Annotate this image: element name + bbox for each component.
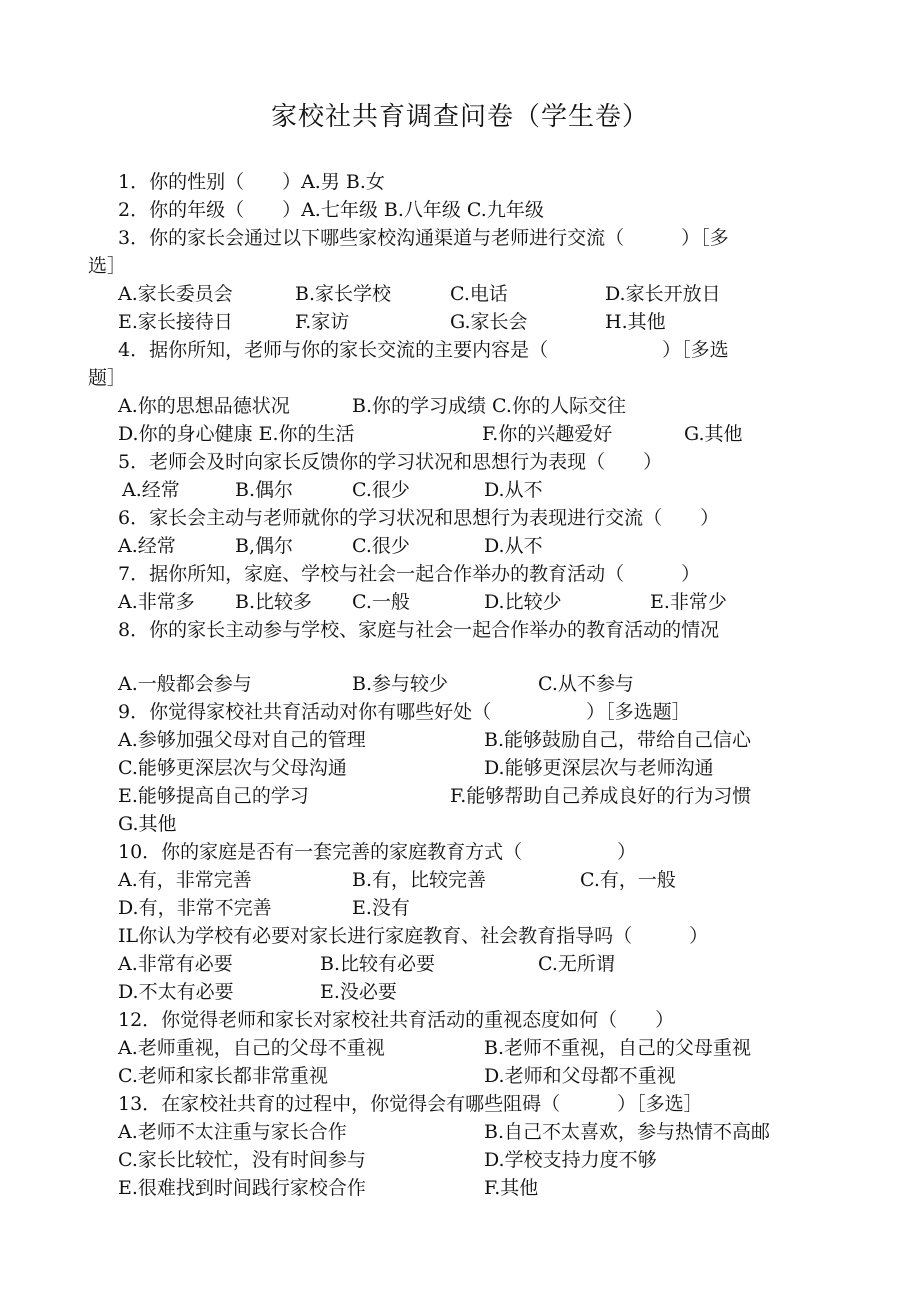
question-3-cont: 选］: [88, 255, 127, 277]
question-8: 8．你的家长主动参与学校、家庭与社会一起合作举办的教育活动的情况: [118, 619, 720, 641]
q5-option-d: D.从不: [484, 479, 543, 501]
q13-option-e: E.很难找到时间践行家校合作: [118, 1177, 366, 1199]
question-6: 6．家长会主动与老师就你的学习状况和思想行为表现进行交流（ ）: [118, 507, 720, 529]
q10-option-c: C.有，一般: [580, 869, 676, 891]
q5-option-a: A.经常: [122, 479, 180, 501]
q11-option-e: E.没必要: [320, 981, 397, 1003]
q11-option-b: B.比较有必要: [320, 953, 436, 975]
q11-option-c: C.无所谓: [538, 953, 615, 975]
q4-option-d: D.你的身心健康 E.你的生活: [118, 423, 355, 445]
q9-option-d: D.能够更深层次与老师沟通: [484, 757, 714, 779]
q11-option-a: A.非常有必要: [118, 953, 233, 975]
q5-option-b: B.偶尔: [235, 479, 294, 501]
q13-option-b: B.自己不太喜欢，参与热情不高邮: [484, 1121, 771, 1143]
q4-option-f: F.你的兴趣爱好: [482, 423, 613, 445]
q13-option-c: C.家长比较忙，没有时间参与: [118, 1149, 366, 1171]
question-3: 3．你的家长会通过以下哪些家校沟通渠道与老师进行交流（ ）［多: [118, 227, 729, 249]
q10-option-d: D.有，非常不完善: [118, 897, 272, 919]
q9-option-f: F.能够帮助自己养成良好的行为习惯: [450, 785, 752, 807]
question-12: 12．你觉得老师和家长对家校社共育活动的重视态度如何（ ）: [118, 1009, 675, 1031]
q6-option-d: D.从不: [484, 535, 543, 557]
q3-option-a: A.家长委员会: [118, 283, 233, 305]
q7-option-e: E.非常少: [650, 591, 727, 613]
question-4: 4．据你所知，老师与你的家长交流的主要内容是（ ）［多选: [118, 339, 729, 361]
q3-option-g: G.家长会: [450, 311, 528, 333]
q4-option-a: A.你的思想品德状况: [118, 395, 290, 417]
q13-option-d: D.学校支持力度不够: [484, 1149, 657, 1171]
q12-option-b: B.老师不重视，自己的父母重视: [484, 1037, 752, 1059]
question-9: 9．你觉得家校社共育活动对你有哪些好处（ ）［多选题］: [118, 701, 691, 723]
question-1: 1．你的性别（ ）A.男 B.女: [118, 171, 385, 193]
q9-option-a: A.参够加强父母对自己的管理: [118, 729, 366, 751]
q12-option-c: C.老师和家长都非常重视: [118, 1065, 328, 1087]
question-2: 2．你的年级（ ）A.七年级 B.八年级 C.九年级: [118, 199, 544, 221]
q7-option-a: A.非常多: [118, 591, 195, 613]
q11-option-d: D.不太有必要: [118, 981, 234, 1003]
q6-option-b: B,偶尔: [235, 535, 294, 557]
q3-option-h: H.其他: [605, 311, 666, 333]
question-5: 5．老师会及时向家长反馈你的学习状况和思想行为表现（ ）: [118, 451, 663, 473]
q8-option-a: A.一般都会参与: [118, 673, 252, 695]
q12-option-d: D.老师和父母都不重视: [484, 1065, 676, 1087]
q3-option-c: C.电话: [450, 283, 508, 305]
q3-option-d: D.家长开放日: [605, 283, 721, 305]
q7-option-d: D.比较少: [484, 591, 562, 613]
q3-option-b: B.家长学校: [295, 283, 392, 305]
q3-option-f: F.家访: [295, 311, 350, 333]
question-10: 10．你的家庭是否有一套完善的家庭教育方式（ ）: [118, 841, 637, 863]
q8-option-b: B.参与较少: [352, 673, 449, 695]
q4-option-g: G.其他: [684, 423, 743, 445]
question-13: 13．在家校社共育的过程中，你觉得会有哪些阻碍（ ）［多选］: [118, 1093, 703, 1115]
q10-option-b: B.有，比较完善: [352, 869, 487, 891]
q9-option-b: B.能够鼓励自己，带给自己信心: [484, 729, 752, 751]
q3-option-e: E.家长接待日: [118, 311, 233, 333]
q12-option-a: A.老师重视，自己的父母不重视: [118, 1037, 385, 1059]
q9-option-g: G.其他: [118, 813, 177, 835]
q6-option-a: A.经常: [118, 535, 176, 557]
q9-option-c: C.能够更深层次与父母沟通: [118, 757, 347, 779]
q10-option-a: A.有，非常完善: [118, 869, 252, 891]
q13-option-a: A.老师不太注重与家长合作: [118, 1121, 347, 1143]
question-11: IL你认为学校有必要对家长进行家庭教育、社会教育指导吗（ ）: [118, 925, 709, 947]
q13-option-f: F.其他: [484, 1177, 539, 1199]
q5-option-c: C.很少: [352, 479, 410, 501]
q7-option-c: C.一般: [352, 591, 410, 613]
q4-option-b: B.你的学习成绩 C.你的人际交往: [352, 395, 626, 417]
q8-option-c: C.从不参与: [538, 673, 634, 695]
question-4-cont: 题］: [88, 367, 127, 389]
q7-option-b: B.比较多: [235, 591, 313, 613]
q10-option-e: E.没有: [352, 897, 410, 919]
q9-option-e: E.能够提高自己的学习: [118, 785, 309, 807]
question-7: 7．据你所知，家庭、学校与社会一起合作举办的教育活动（ ）: [118, 563, 701, 585]
q6-option-c: C.很少: [352, 535, 410, 557]
page-title: 家校社共育调查问卷（学生卷）: [270, 102, 649, 132]
